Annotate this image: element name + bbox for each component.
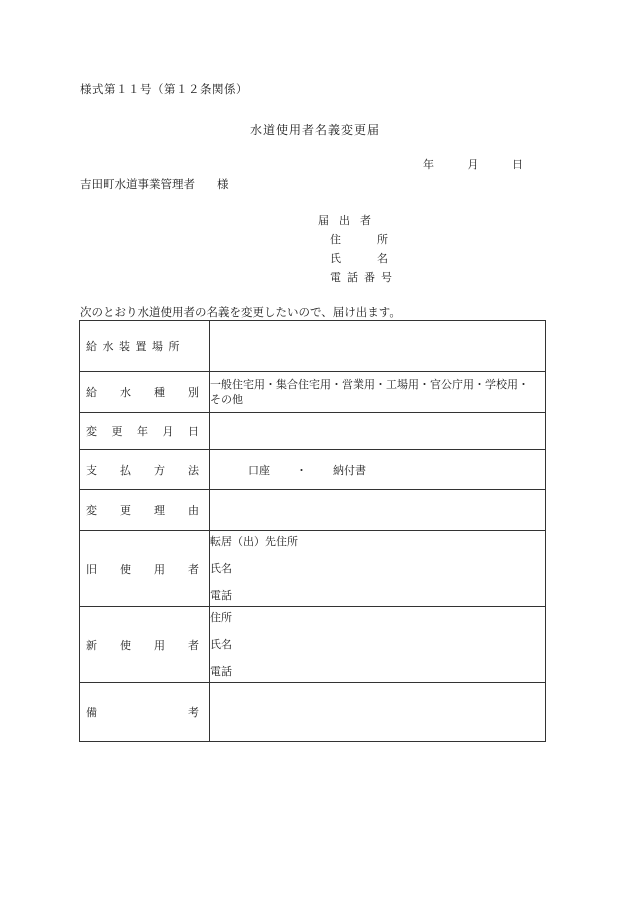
- intro-text: 次のとおり水道使用者の名義を変更したいので、届け出ます。: [80, 305, 401, 319]
- date-day-label: 日: [512, 158, 523, 171]
- payment-option-invoice[interactable]: 納付書: [333, 463, 366, 477]
- date-year-label: 年: [423, 158, 434, 171]
- addressee-name: 吉田町水道事業管理者: [80, 177, 195, 191]
- change-date-label-cell: [80, 413, 210, 450]
- water-type-field[interactable]: [210, 372, 546, 413]
- change-date-field[interactable]: [210, 413, 546, 450]
- old-user-name-label: 氏名: [210, 561, 232, 575]
- old-user-label-cell: [80, 531, 210, 607]
- new-user-phone-label: 電話: [210, 664, 232, 678]
- table-row: [80, 413, 546, 450]
- reason-label-cell: [80, 490, 210, 531]
- date-month-label: 月: [467, 158, 479, 171]
- new-user-label-cell: [80, 607, 210, 683]
- old-user-field[interactable]: [210, 531, 546, 607]
- table-row: [80, 607, 546, 683]
- new-user-address-label: 住所: [210, 610, 232, 624]
- date-line: [423, 156, 523, 172]
- remarks-label-cell: [80, 683, 210, 742]
- old-user-address-label: 転居（出）先住所: [210, 534, 298, 548]
- table-row: [80, 372, 546, 413]
- payment-label-cell: [80, 450, 210, 490]
- applicant-name-label: 氏 名: [330, 252, 388, 265]
- old-user-phone-label: 電話: [210, 588, 232, 602]
- supply-location-label-cell: [80, 321, 210, 372]
- payment-options: [210, 462, 545, 478]
- new-user-label: 新 使 用 者: [86, 638, 199, 652]
- payment-method-label: 支 払 方 法: [86, 463, 199, 477]
- remarks-field[interactable]: [210, 683, 546, 742]
- applicant-heading: 届出者: [318, 214, 381, 227]
- supply-location-label: 給水装置場所: [86, 340, 185, 353]
- water-type-options-line1: 一般住宅用・集合住宅用・営業用・工場用・官公庁用・学校用・: [210, 378, 529, 391]
- water-type-label-cell: [80, 372, 210, 413]
- applicant-block: [318, 211, 402, 287]
- applicant-phone-label: 電話番号: [330, 271, 398, 284]
- new-user-name-label: 氏名: [210, 637, 232, 651]
- old-user-label: 旧 使 用 者: [86, 562, 199, 576]
- payment-method-field: [210, 450, 546, 490]
- supply-location-field[interactable]: [210, 321, 546, 372]
- water-type-options-line2: その他: [210, 393, 243, 406]
- document-title: 水道使用者名義変更届: [249, 123, 380, 137]
- remarks-label: 備 考: [86, 706, 199, 719]
- change-reason-field[interactable]: [210, 490, 546, 531]
- applicant-address-label: 住 所: [330, 233, 388, 246]
- application-table: [79, 320, 546, 742]
- table-row: [80, 450, 546, 490]
- water-type-label: 給 水 種 別: [86, 386, 199, 399]
- table-row: [80, 490, 546, 531]
- new-user-field[interactable]: [210, 607, 546, 683]
- payment-separator: ・: [296, 463, 307, 477]
- change-reason-label: 変 更 理 由: [86, 504, 199, 517]
- table-row: [80, 683, 546, 742]
- table-row: [80, 321, 546, 372]
- change-date-label: 変 更 年 月 日: [86, 425, 199, 438]
- form-number: 様式第１１号（第１２条関係）: [80, 82, 248, 96]
- table-row: [80, 531, 546, 607]
- addressee: [80, 176, 229, 192]
- payment-option-account[interactable]: 口座: [248, 463, 270, 477]
- addressee-suffix: 様: [217, 177, 229, 191]
